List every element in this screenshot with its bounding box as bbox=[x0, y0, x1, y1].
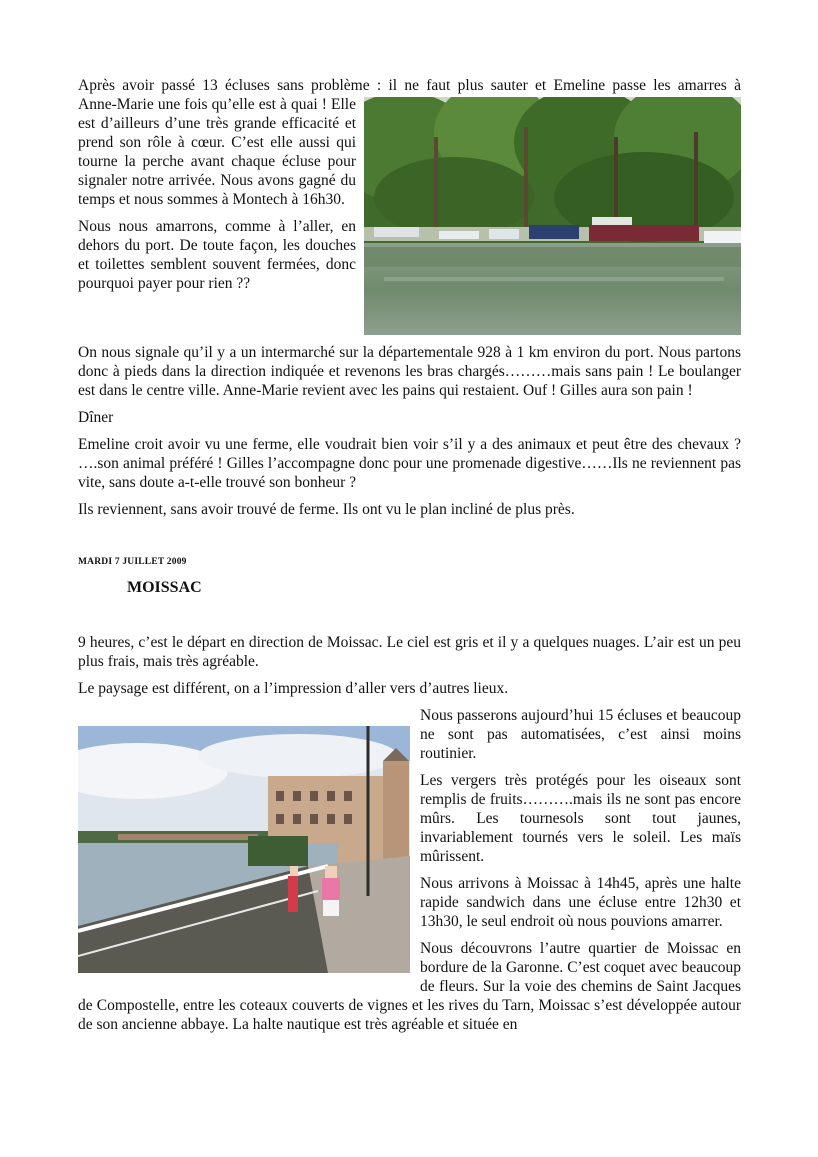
paragraph: Nous arrivons à Moissac à 14h45, après une halte rapide sandwich dans une écluse entre 12h30 et 13h30, le seul endroit où nous pouvions amarrer. bbox=[420, 875, 741, 930]
paragraph: Après avoir passé 13 écluses sans problème : il ne faut plus sauter et Emeline passe les amarres à bbox=[78, 77, 741, 94]
riverside-promenade-image bbox=[78, 726, 410, 973]
canal-photo bbox=[364, 97, 741, 335]
canal-boats-image bbox=[364, 97, 741, 335]
entry-date: MARDI 7 JUILLET 2009 bbox=[78, 557, 187, 567]
riverside-photo bbox=[78, 726, 410, 973]
paragraph: Anne-Marie une fois qu’elle est à quai ! Elle est d’ailleurs d’une très grande efficacité et prend son rôle à cœur. C’est elle aussi qui tourne la perche avant chaque écluse pour signaler notre arrivée. Nous avons gagné du temps et nous sommes à Montech à 16h30. bbox=[78, 96, 356, 208]
paragraph: Nous découvrons l’autre quartier de Moissac en bordure de la Garonne. C’est coquet avec beaucoup de fleurs. Sur la voie des chemins de Saint Jacques de Compostelle, entre les coteaux couverts de vignes et les rives du Tarn, Moissac s’est développée autour de son ancienne abbaye. La halte nautique est très agréable et située en bbox=[78, 940, 741, 1033]
paragraph: Nous passerons aujourd’hui 15 écluses et beaucoup ne sont pas automatisées, c’est ainsi moins routinier. bbox=[420, 707, 741, 762]
paragraph: Nous nous amarrons, comme à l’aller, en dehors du port. De toute façon, les douches et toilettes semblent souvent fermées, donc pourquoi payer pour rien ?? bbox=[78, 218, 356, 292]
paragraph: Les vergers très protégés pour les oiseaux sont remplis de fruits……….mais ils ne sont pas encore mûrs. Les tournesols sont tout jaunes, invariablement tournés vers le soleil. Les maïs mûrissent. bbox=[420, 772, 741, 865]
entry-place-heading: MOISSAC bbox=[127, 579, 202, 596]
paragraph: Dîner bbox=[78, 409, 114, 426]
paragraph: Le paysage est différent, on a l’impression d’aller vers d’autres lieux. bbox=[78, 680, 509, 697]
paragraph: Emeline croit avoir vu une ferme, elle voudrait bien voir s’il y a des animaux et peut être des chevaux ? ….son animal préféré ! Gilles l’accompagne donc pour une promenade digestive……Ils ne reviennent pas vite, sans doute a-t-elle trouvé son bonheur ? bbox=[78, 436, 741, 491]
paragraph: On nous signale qu’il y a un intermarché sur la départementale 928 à 1 km environ du port. Nous partons donc à pieds dans la direction indiquée et revenons les bras chargés………mais sans pain ! Le boulanger est dans le centre ville. Anne-Marie revient avec les pains qui restaient. Ouf ! Gilles aura son pain ! bbox=[78, 344, 741, 399]
paragraph: 9 heures, c’est le départ en direction de Moissac. Le ciel est gris et il y a quelques nuages. L’air est un peu plus frais, mais très agréable. bbox=[78, 634, 741, 670]
paragraph: Ils reviennent, sans avoir trouvé de ferme. Ils ont vu le plan incliné de plus près. bbox=[78, 501, 575, 518]
document-page bbox=[78, 76, 741, 1042]
